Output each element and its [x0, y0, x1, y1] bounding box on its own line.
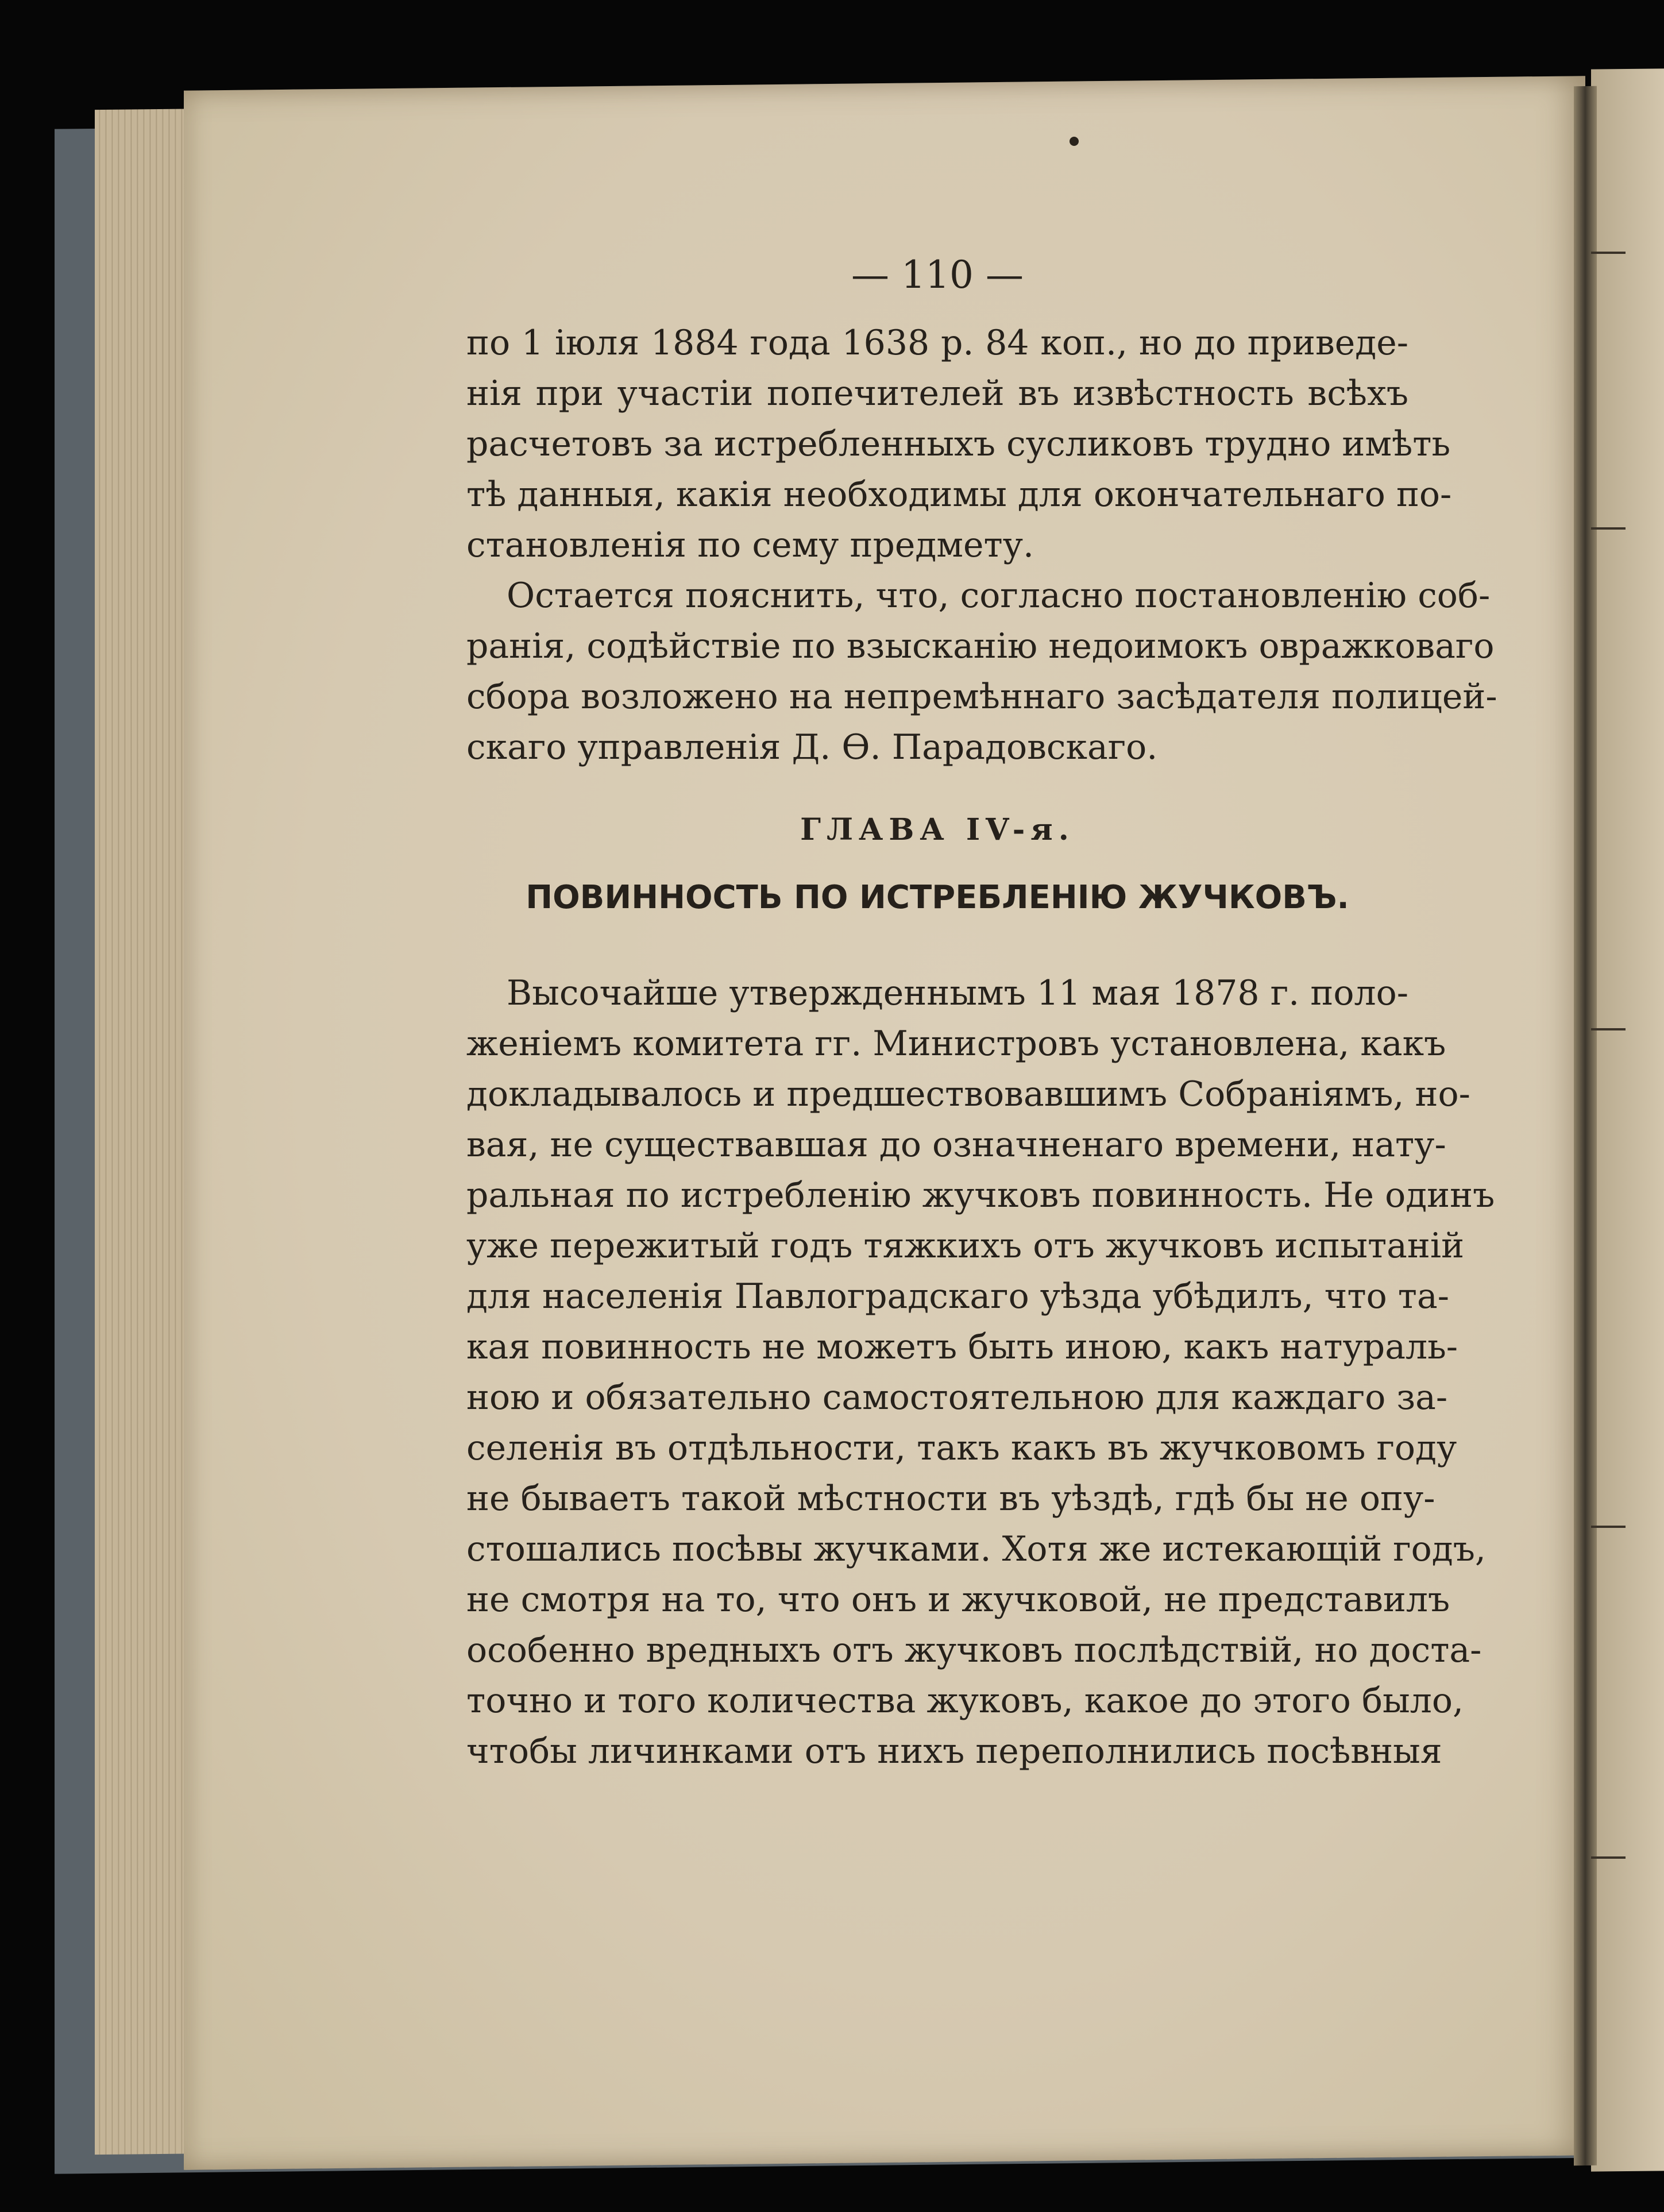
text-line: вая, не существавшая до означненаго времени, нату-	[466, 1125, 1446, 1165]
text-line: нія при участіи попечителей въ извѣстность всѣхъ	[466, 373, 1408, 414]
text-line: уже пережитый годъ тяжкихъ отъ жучковъ испытаній	[466, 1226, 1465, 1266]
text-line: скаго управленія Д. Ѳ. Парадовскаго.	[466, 727, 1158, 767]
ink-dot	[1070, 137, 1079, 146]
text-line: становленія по сему предмету.	[466, 525, 1034, 565]
text-line: расчетовъ за истребленныхъ сусликовъ трудно имѣть	[466, 424, 1451, 464]
binding-thread-mark	[1591, 1526, 1626, 1528]
text-line: тѣ данныя, какія необходимы для окончательнаго по-	[466, 474, 1452, 515]
text-line: селенія въ отдѣльности, такъ какъ въ жучковомъ году	[466, 1428, 1457, 1468]
text-line: ранія, содѣйствіе по взысканію недоимокъ овражковаго	[466, 626, 1495, 666]
text-line: сбора возложено на непремѣннаго засѣдателя полицей-	[466, 677, 1497, 717]
text-line: Высочайше утвержденнымъ 11 мая 1878 г. поло-	[507, 973, 1408, 1013]
binding-thread-mark	[1591, 527, 1626, 530]
text-line: особенно вредныхъ отъ жучковъ послѣдствій, но доста-	[466, 1630, 1482, 1670]
text-line: для населенія Павлоградскаго уѣзда убѣдилъ, что та-	[466, 1276, 1450, 1317]
text-line: точно и того количества жуковъ, какое до этого было,	[466, 1681, 1464, 1721]
chapter-heading: ГЛАВА IV-я.	[800, 812, 1075, 847]
text-line: не бываетъ такой мѣстности въ уѣздѣ, гдѣ бы не опу-	[466, 1478, 1435, 1519]
page-number: — 110 —	[851, 253, 1024, 297]
text-line: чтобы личинками отъ нихъ переполнились посѣвныя	[466, 1731, 1442, 1771]
text-line: ною и обязательно самостоятельною для каждаго за-	[466, 1377, 1448, 1418]
binding-thread-mark	[1591, 1856, 1626, 1859]
text-line: докладывалось и предшествовавшимъ Собраніямъ, но-	[466, 1074, 1470, 1114]
chapter-title: ПОВИННОСТЬ ПО ИСТРЕБЛЕНІЮ ЖУЧКОВЪ.	[526, 879, 1349, 916]
page-text	[466, 253, 1497, 1777]
text-line: кая повинность не можетъ быть иною, какъ натураль-	[466, 1327, 1458, 1367]
text-line: Остается пояснить, что, согласно постановленію соб-	[507, 576, 1491, 616]
book-gutter	[1574, 86, 1597, 2165]
text-line: ральная по истребленію жучковъ повинность. Не одинъ	[466, 1175, 1495, 1215]
text-line: стошались посѣвы жучками. Хотя же истекающій годъ,	[466, 1529, 1486, 1569]
binding-thread-mark	[1591, 1028, 1626, 1030]
text-line: по 1 іюля 1884 года 1638 р. 84 коп., но до приведе-	[466, 323, 1408, 363]
text-line: женіемъ комитета гг. Министровъ установлена, какъ	[466, 1024, 1446, 1064]
binding-thread-mark	[1591, 252, 1626, 254]
text-line: не смотря на то, что онъ и жучковой, не представилъ	[466, 1580, 1450, 1620]
